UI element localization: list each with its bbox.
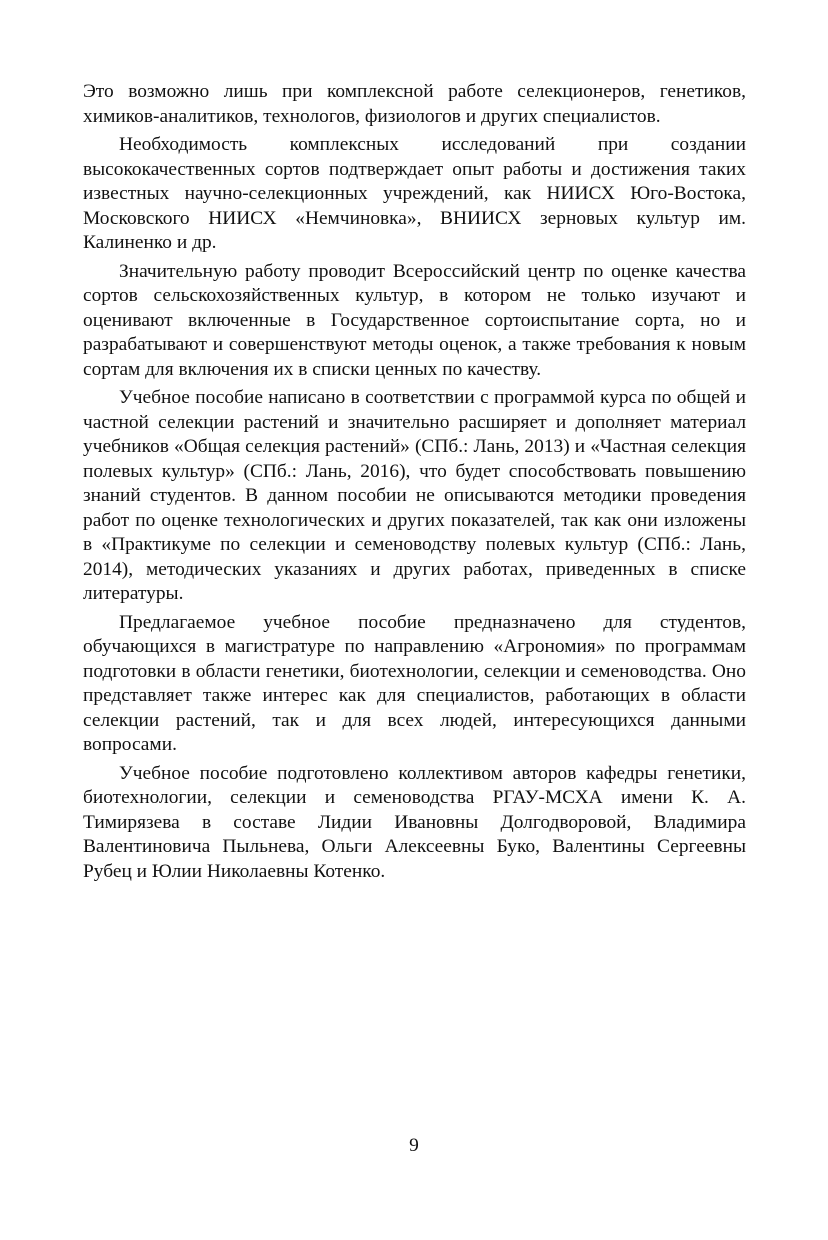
paragraph-quality-center: Значительную работу проводит Всероссийский центр по оценке качества сортов сельскохозяйственных культур, в котором не только изучают и оценивают включенные в Государственное сортоиспытание сорта, но и разрабатывают и совершенствуют методы оценок, а также требования к новым сортам для включения их в списки ценных по качеству. [83, 260, 746, 380]
page-body [83, 80, 746, 888]
paragraph-continuation: Это возможно лишь при комплексной работе селекционеров, генетиков, химиков-аналитиков, технологов, физиологов и других специалистов. [83, 81, 746, 127]
paragraph-complex-research: Необходимость комплексных исследований при создании высококачественных сортов подтверждает опыт работы и достижения таких известных научно-селекционных учреждений, как НИИСХ Юго-Востока, Московского НИИСХ «Немчиновка», ВНИИСХ зерновых культур им. Калиненко и др. [83, 134, 746, 253]
paragraph-intended-audience: Предлагаемое учебное пособие предназначено для студентов, обучающихся в магистратуре по направлению «Агрономия» по программам подготовки в области генетики, биотехнологии, селекции и семеноводства. Оно представляет также интерес как для специалистов, работающих в области селекции растений, так и для всех людей, интересующихся данными вопросами. [83, 611, 746, 755]
page-number: 9 [409, 1135, 419, 1156]
paragraph-authors: Учебное пособие подготовлено коллективом авторов кафедры генетики, биотехнологии, селекции и семеноводства РГАУ-МСХА имени К. А. Тимирязева в составе Лидии Ивановны Долгодворовой, Владимира Валентиновича Пыльнева, Ольги Алексеевны Буко, Валентины Сергеевны Рубец и Юлии Николаевны Котенко. [83, 762, 746, 882]
paragraph-textbook-program: Учебное пособие написано в соответствии с программой курса по общей и частной селекции растений и значительно расширяет и дополняет материал учебников «Общая селекция растений» (СПб.: Лань, 2013) и «Частная селекция полевых культур» (СПб.: Лань, 2016), что будет способствовать повышению знаний студентов. В данном пособии не описываются методики проведения работ по оценке технологических и других показателей, так как они изложены в «Практикуме по селекции и семеноводству полевых культур (СПб.: Лань, 2014), методических указаниях и других работах, приведенных в списке литературы. [83, 387, 746, 604]
